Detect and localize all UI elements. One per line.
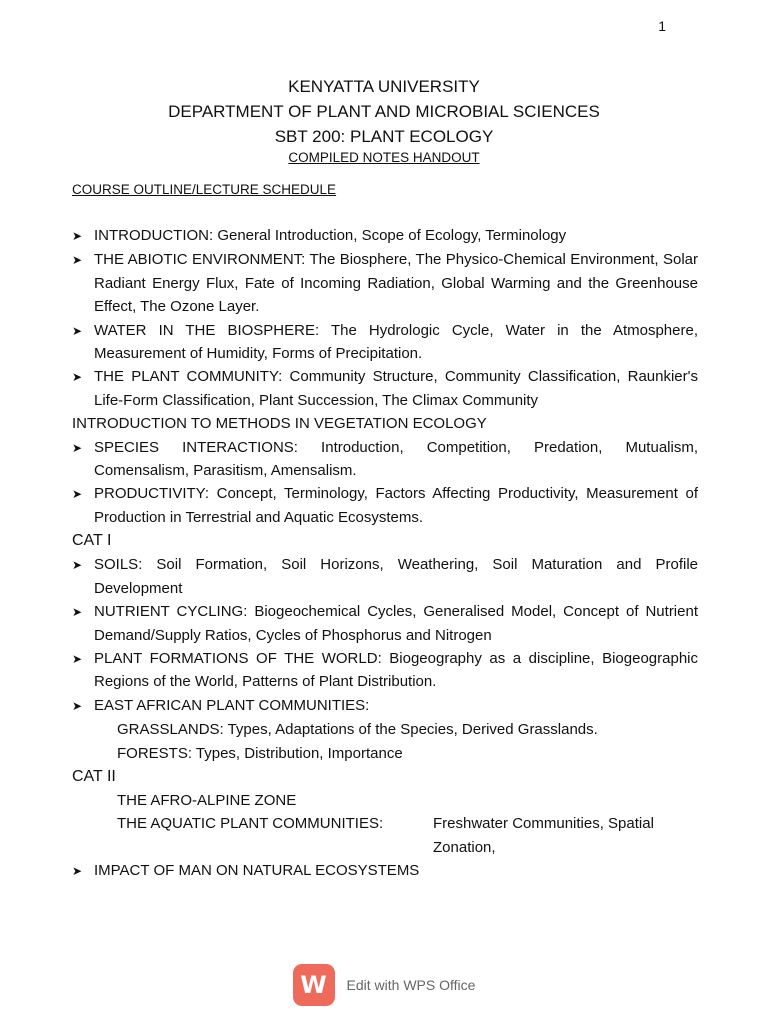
edit-with-wps-link[interactable]: Edit with WPS Office bbox=[346, 977, 476, 993]
item-body: : Concept, Terminology, Factors Affecting Productivity, Measurement of Production in Terrestrial and Aquatic Ecosystems. bbox=[94, 485, 698, 526]
item-heading: SPECIES INTERACTIONS bbox=[94, 438, 294, 456]
item-body: : Soil Formation, Soil Horizons, Weathering, Soil Maturation and Profile Development bbox=[94, 556, 698, 597]
course-outline bbox=[72, 224, 698, 884]
outline-item-abiotic bbox=[72, 248, 698, 318]
sub-item-heading: FORESTS bbox=[117, 744, 188, 762]
university-name: KENYATTA UNIVERSITY bbox=[288, 77, 480, 96]
item-heading: SOILS bbox=[94, 556, 139, 574]
handout-subtitle: COMPILED NOTES HANDOUT bbox=[288, 150, 480, 165]
item-heading: EAST AFRICAN PLANT COMMUNITIES bbox=[94, 696, 366, 714]
arrow-bullet-icon: ➤ bbox=[72, 605, 83, 620]
outline-item-east-african bbox=[72, 694, 698, 718]
item-heading: PLANT FORMATIONS OF THE WORLD bbox=[94, 649, 378, 667]
item-heading: THE PLANT COMMUNITY bbox=[94, 368, 279, 386]
wps-office-logo-icon[interactable]: W bbox=[293, 964, 335, 1006]
item-body: : Introduction, Competition, Predation, Mutualism, Comensalism, Parasitism, Amensalism. bbox=[94, 438, 698, 480]
arrow-bullet-icon: ➤ bbox=[72, 651, 83, 666]
outline-item-productivity bbox=[72, 482, 698, 529]
wps-footer[interactable] bbox=[0, 964, 768, 1006]
item-body: : bbox=[365, 696, 370, 714]
sub-item-colon: : bbox=[378, 815, 384, 833]
sub-item-afro-alpine: THE AFRO-ALPINE ZONE bbox=[117, 791, 297, 809]
outline-item-soils bbox=[72, 553, 698, 600]
arrow-bullet-icon: ➤ bbox=[72, 440, 83, 455]
outline-item-nutrient-cycling bbox=[72, 600, 698, 647]
sub-item-body: S: Types, Adaptations of the Species, Derived Grasslands. bbox=[209, 721, 598, 739]
arrow-bullet-icon: ➤ bbox=[72, 864, 83, 879]
item-body: : The Biosphere, The Physico-Chemical Environment, Solar Radiant Energy Flux, Fate of Incoming Radiation, Global Warming and the Greenhouse Effect, The Ozone Layer. bbox=[94, 251, 698, 316]
document-header bbox=[0, 74, 768, 167]
outline-item-water bbox=[72, 319, 698, 366]
cat-two-heading: CAT II bbox=[72, 767, 116, 785]
arrow-bullet-icon: ➤ bbox=[72, 370, 83, 385]
outline-item-plant-community bbox=[72, 365, 698, 412]
arrow-bullet-icon: ➤ bbox=[72, 229, 83, 243]
outline-item-species-interactions bbox=[72, 436, 698, 483]
arrow-bullet-icon: ➤ bbox=[72, 253, 83, 268]
item-heading: WATER IN THE BIOSPHERE bbox=[94, 321, 315, 339]
arrow-bullet-icon: ➤ bbox=[72, 558, 83, 573]
item-body: : The Hydrologic Cycle, Water in the Atmosphere, Measurement of Humidity, Forms of Precipitation. bbox=[94, 321, 698, 363]
item-body: : General Introduction, Scope of Ecology, Terminology bbox=[209, 227, 567, 244]
sub-item-grasslands bbox=[72, 718, 698, 741]
arrow-bullet-icon: ➤ bbox=[72, 323, 83, 338]
outline-item-plant-formations bbox=[72, 647, 698, 694]
outline-item-impact-of-man bbox=[72, 859, 698, 883]
arrow-bullet-icon: ➤ bbox=[72, 698, 83, 713]
item-heading: THE ABIOTIC ENVIRONMENT bbox=[94, 251, 302, 269]
course-title: SBT 200: PLANT ECOLOGY bbox=[274, 127, 494, 146]
cat-one-heading: CAT I bbox=[72, 532, 112, 550]
item-heading: IMPACT OF MAN ON NATURAL ECOSYSTEMS bbox=[94, 862, 420, 880]
sub-item-heading: THE AQUATIC PLANT COMMUNITIES bbox=[117, 815, 379, 833]
outline-item-introduction bbox=[72, 224, 698, 248]
sub-item-heading: GRASSLAND bbox=[117, 721, 210, 739]
sub-item-aquatic bbox=[72, 812, 698, 859]
sub-item-forests bbox=[72, 742, 698, 765]
department-name: DEPARTMENT OF PLANT AND MICROBIAL SCIENCES bbox=[168, 102, 600, 121]
item-heading: NUTRIENT CYCLING bbox=[94, 603, 244, 621]
item-body: : Biogeochemical Cycles, Generalised Model, Concept of Nutrient Demand/Supply Ratios, Cycles of Phosphorus and Nitrogen bbox=[94, 603, 698, 644]
item-body: : Community Structure, Community Classification, Raunkier's Life-Form Classification, Plant Succession, The Climax Community bbox=[94, 368, 699, 409]
sub-item-description: Freshwater Communities, Spatial Zonation, bbox=[433, 815, 654, 856]
item-heading: PRODUCTIVITY bbox=[94, 485, 205, 503]
methods-heading: INTRODUCTION TO METHODS IN VEGETATION ECOLOGY bbox=[72, 415, 487, 433]
page-number: 1 bbox=[658, 18, 666, 34]
arrow-bullet-icon: ➤ bbox=[72, 487, 83, 502]
item-heading: INTRODUCTION bbox=[94, 227, 209, 244]
item-body: : Biogeography as a discipline, Biogeographic Regions of the World, Patterns of Plant Distribution. bbox=[94, 649, 699, 691]
sub-item-body: : Types, Distribution, Importance bbox=[187, 744, 403, 762]
outline-title: COURSE OUTLINE/LECTURE SCHEDULE bbox=[72, 182, 337, 197]
